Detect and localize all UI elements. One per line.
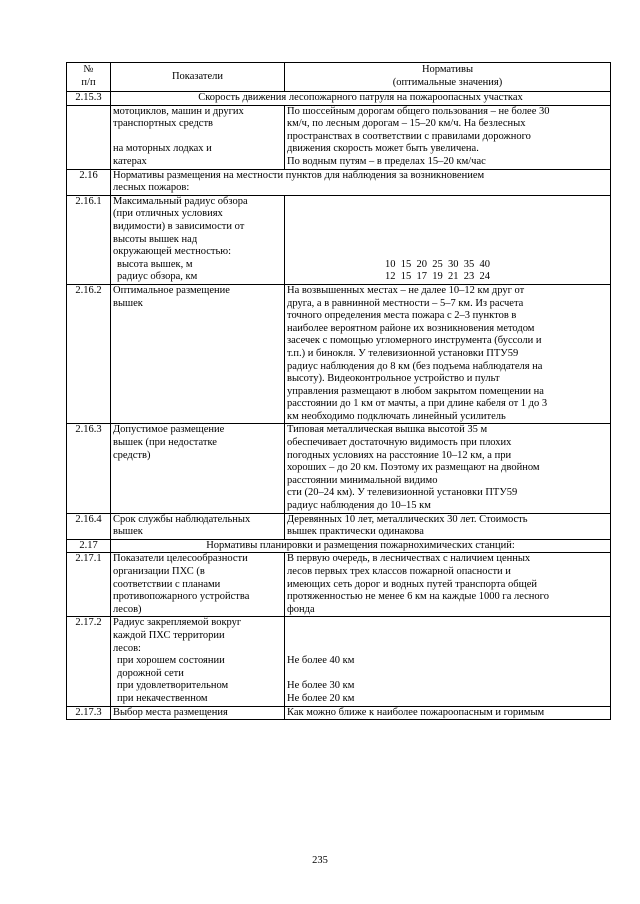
row-number: 2.17.3 [67, 706, 111, 720]
indicator-cell: Максимальный радиус обзора (при отличных условиях видимости) в зависимости от высоты вышек над окружающей местностью: высота вышек, м радиус обзора, км [111, 195, 285, 284]
text-line: пространствах в соответствии с правилами дорожного [287, 130, 531, 142]
text-line: лесных пожаров: [113, 182, 190, 194]
text-line: вышек [113, 526, 143, 538]
row-number: 2.15.3 [67, 92, 111, 106]
text-line: транспортных средств [113, 118, 214, 130]
text-line: т.п.) и бинокля. У телевизионной установки ПТУ59 [287, 347, 519, 359]
text-line: По шоссейным дорогам общего пользования – не более 30 [287, 105, 550, 117]
table-row-2-17-1 [67, 553, 611, 617]
text-line: Показатели целесообразности [113, 553, 248, 565]
text-line: Типовая металлическая вышка высотой 35 м [287, 424, 488, 436]
row-number: 2.16 [67, 169, 111, 195]
text-line: В первую очередь, в лесничествах с наличием ценных [287, 553, 531, 565]
row-number: 2.17 [67, 539, 111, 553]
text-line: Нормативы размещения на местности пунктов для наблюдения за возникновением [113, 169, 485, 181]
text-line: соответствии с планами [113, 578, 221, 590]
norm-cell: Не более 40 км Не более 30 км Не более 20 км [285, 617, 611, 706]
page-number: 235 [312, 855, 328, 866]
text-line: По водным путям – в пределах 15–20 км/час [287, 155, 486, 167]
text-line: при хорошем состоянии [117, 655, 225, 667]
table-row-2-15-3 [67, 105, 611, 169]
table-row-2-17 [67, 539, 611, 553]
text-line: (при отличных условиях [113, 208, 223, 220]
norm-cell [285, 105, 611, 169]
view-radii: 12 15 17 19 21 23 24 [385, 271, 490, 283]
text-line: лесов первых трех классов пожарной опасности и [287, 566, 511, 577]
text-line: лесов) [113, 603, 142, 615]
text-line: Нормативы [421, 64, 474, 76]
text-line: Срок службы наблюдательных [113, 513, 251, 525]
text-line: организации ПХС (в [113, 566, 205, 577]
text-line: радиус наблюдения до 10–15 км [287, 500, 431, 512]
row-number-empty [67, 105, 111, 169]
norm-cell [285, 553, 611, 617]
header-indicators: Показатели [111, 63, 285, 92]
table-row-2-16 [67, 169, 611, 195]
section-title: Нормативы планировки и размещения пожарнохимических станций: [111, 539, 611, 553]
norms-table [66, 62, 611, 720]
text-line: высоту). Видеоконтрольное устройство и пульт [287, 373, 500, 385]
text-line: высоты вышек над [113, 233, 198, 245]
table-row-2-16-2 [67, 284, 611, 424]
indicator-cell [111, 424, 285, 513]
text-line: № [83, 64, 94, 76]
text-line: обеспечивает достаточную видимость при плохих [287, 437, 512, 449]
text-line: км/ч, по лесным дорогам – 15–20 км/ч. На безлесных [287, 118, 526, 130]
text-line: Оптимальное размещение [113, 284, 230, 296]
table-row-2-17-2 [67, 617, 611, 706]
row-number: 2.16.4 [67, 513, 111, 539]
text-line: лесов: [113, 642, 141, 654]
text-line: На возвышенных местах – не далее 10–12 км друг от [287, 284, 525, 296]
text-line: точного определения места пожара с 2–3 пунктов в [287, 310, 517, 322]
text-line: расстоянии минимальной видимо [287, 474, 438, 486]
norm-cell: Как можно ближе к наиболее пожароопасным и горимым [285, 706, 611, 720]
text-line: дорожной сети [117, 667, 184, 679]
row-number: 2.16.3 [67, 424, 111, 513]
text-line: протяженностью не менее 6 км на каждые 1000 га лесного [287, 591, 549, 603]
section-title [111, 169, 611, 195]
text-line: друга, а в равнинной местности – 5–7 км. Из расчета [287, 297, 524, 309]
section-title: Скорость движения лесопожарного патруля на пожароопасных участках [111, 92, 611, 106]
table-row-2-15-3-title [67, 92, 611, 106]
text-line: вышек [113, 297, 143, 309]
indicator-cell: Радиус закрепляемой вокруг каждой ПХС территории лесов: при хорошем состоянии дорожной сети при удовлетворительном при некачественном [111, 617, 285, 706]
text-line: вышек практически одинакова [287, 526, 424, 538]
header-number [67, 63, 111, 92]
indicator-cell [111, 284, 285, 424]
text-line: погодных условиях на расстояние 10–12 км, а при [287, 449, 512, 461]
text-line: хороших – до 20 км. Поэтому их размещают на двойном [287, 462, 540, 474]
norm-cell [285, 195, 611, 284]
text-line: имеющих сеть дорог и водных путей транспорта общей [287, 578, 538, 590]
text-line: катерах [113, 155, 147, 167]
text-line: мотоциклов, машин и других [113, 105, 244, 117]
header-norms [285, 63, 611, 92]
text-line: Допустимое размещение [113, 424, 225, 436]
text-line: каждой ПХС территории [113, 629, 225, 641]
indicator-cell [111, 513, 285, 539]
text-line: Деревянных 10 лет, металлических 30 лет. Стоимость [287, 513, 528, 525]
text-line: сти (20–24 км). У телевизионной установки ПТУ59 [287, 487, 518, 499]
text-line: п/п [81, 77, 96, 88]
row-number: 2.16.2 [67, 284, 111, 424]
tower-heights: 10 15 20 25 30 35 40 [385, 258, 490, 270]
row-number: 2.17.2 [67, 617, 111, 706]
indicator-cell: Выбор места размещения [111, 706, 285, 720]
text-line: окружающей местностью: [113, 246, 232, 258]
table-row-2-16-1 [67, 195, 611, 284]
text-line: расстоянии до 1 км от мачты, а при длине кабеля от 1 до 3 [287, 398, 548, 410]
table-row-2-16-3 [67, 424, 611, 513]
text-line: засечек с помощью угломерного инструмента (буссоли и [287, 335, 542, 347]
row-number: 2.16.1 [67, 195, 111, 284]
table-row-2-17-3 [67, 706, 611, 720]
text-line: радиус наблюдения до 8 км (без подъема наблюдателя на [287, 360, 543, 372]
text-line: движения скорость может быть увеличена. [287, 143, 479, 155]
row-number: 2.17.1 [67, 553, 111, 617]
indicator-cell [111, 105, 285, 169]
table-header-row [67, 63, 611, 92]
norm-cell [285, 513, 611, 539]
table-row-2-16-4 [67, 513, 611, 539]
indicator-cell [111, 553, 285, 617]
text-line: управления размещают в любом закрытом помещении на [287, 385, 544, 397]
text-line: средств) [113, 449, 151, 461]
text-line: (оптимальные значения) [392, 77, 503, 88]
text-line: фонда [287, 603, 315, 615]
text-line: противопожарного устройства [113, 591, 250, 603]
text-line: Радиус закрепляемой вокруг [113, 617, 242, 629]
norm-cell [285, 424, 611, 513]
text-line: на моторных лодках и [113, 143, 212, 155]
text-line: вышек (при недостатке [113, 437, 217, 449]
norm-cell [285, 284, 611, 424]
text-line: Максимальный радиус обзора [113, 195, 248, 207]
text-line: наиболее вероятном районе их возникновения методом [287, 322, 535, 334]
text-line: км необходимо подключать линейный усилитель [287, 410, 506, 422]
text-line: видимости) в зависимости от [113, 220, 245, 232]
